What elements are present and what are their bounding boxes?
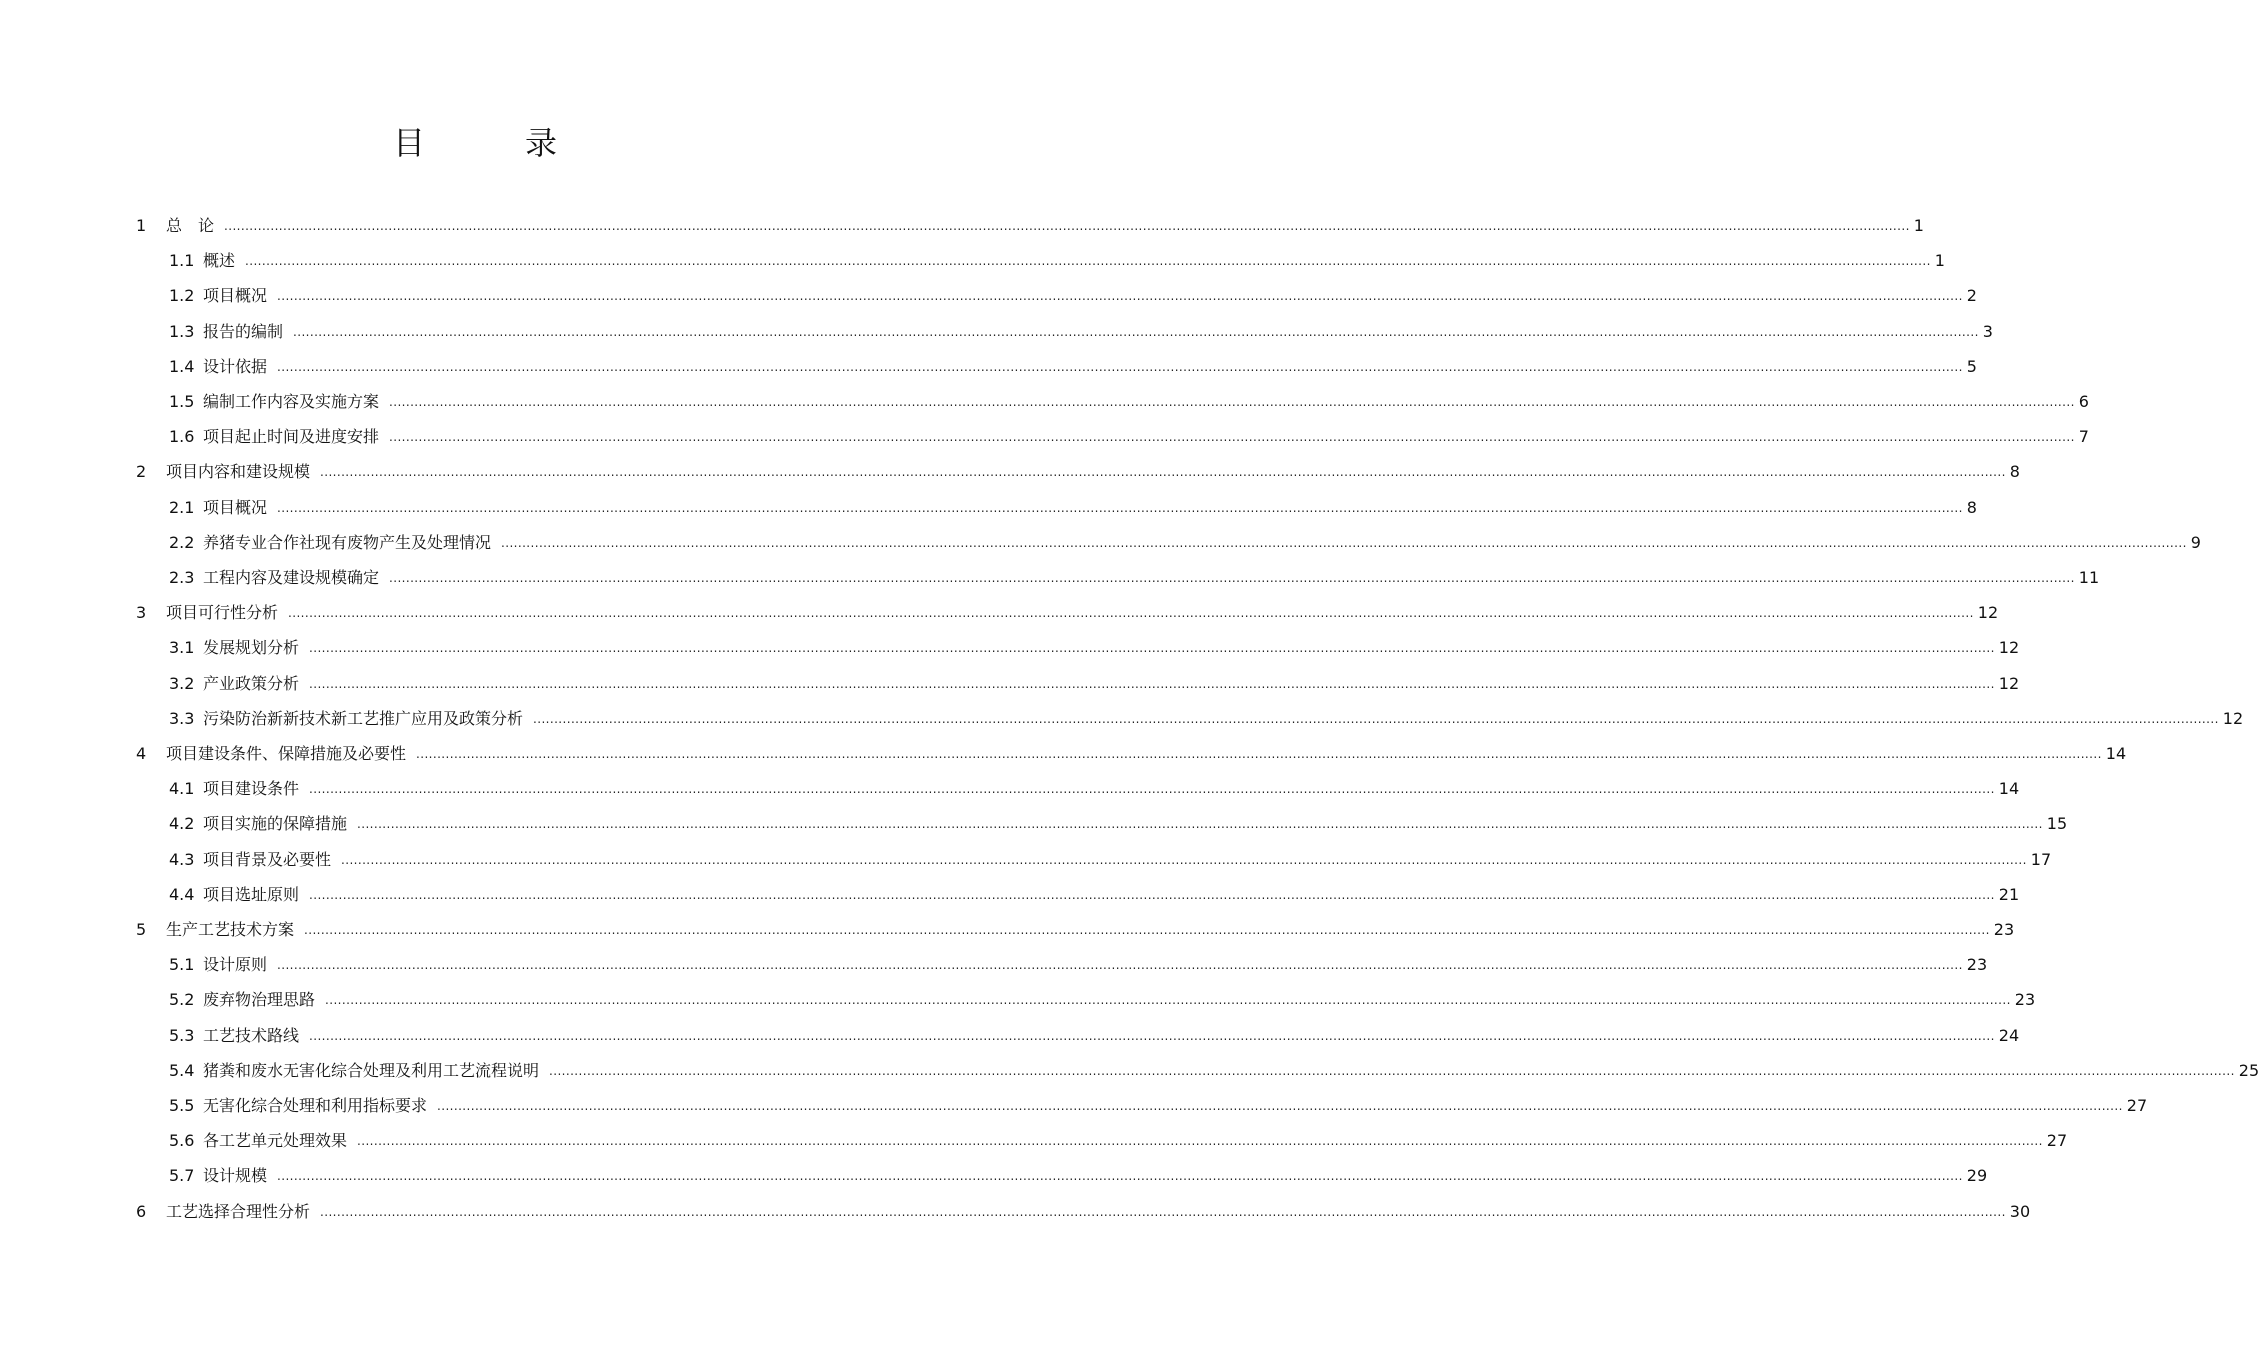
toc-entry-number: 5.3 [169, 1025, 195, 1045]
toc-entry-title: 项目选址原则 [203, 884, 300, 904]
toc-entry-title: 无害化综合处理和利用指标要求 [203, 1096, 428, 1115]
toc-entry-title: 各工艺单元处理效果 [203, 1131, 348, 1151]
toc-leader-dots: ................................................................................................................................................................................................................................................................................................................................................................................................................ [288, 606, 1974, 621]
toc-entry[interactable] [169, 670, 2020, 694]
toc-entry-number: 4.2 [169, 814, 195, 834]
toc-leader-dots: ................................................................................................................................................................................................................................................................................................................................................................................................................ [293, 324, 1979, 339]
toc-entry[interactable] [169, 388, 2089, 412]
toc-entry-page: 7 [2078, 427, 2089, 447]
toc-entry-title: 猪粪和废水无害化综合处理及利用工艺流程说明 [203, 1060, 540, 1080]
toc-entry[interactable] [169, 353, 1977, 377]
toc-entry-page: 1 [1934, 251, 1945, 271]
toc-entry-title: 养猪专业合作社现有废物产生及处理情况 [203, 532, 492, 552]
toc-entry-number: 4.1 [169, 779, 195, 799]
toc-entry-number: 2.1 [169, 497, 195, 517]
toc-entry-number: 5 [136, 920, 147, 939]
toc-entry-page: 8 [2009, 462, 2020, 482]
toc-entry-page: 29 [1966, 1166, 1988, 1186]
toc-entry-number: 3 [136, 603, 147, 623]
toc-entry-page: 27 [2046, 1131, 2068, 1151]
toc-entry-title: 设计规模 [203, 1166, 268, 1186]
toc-entry[interactable] [169, 282, 1977, 306]
toc-entry-page: 24 [1998, 1025, 2020, 1045]
toc-entry[interactable] [169, 1162, 1988, 1186]
toc-leader-dots: ................................................................................................................................................................................................................................................................................................................................................................................................................ [277, 359, 1963, 374]
toc-entry[interactable] [136, 1198, 2031, 1222]
toc-entry-page: 14 [2105, 744, 2127, 763]
toc-entry-page: 12 [1977, 603, 1999, 623]
toc-entry[interactable] [136, 599, 1999, 623]
toc-leader-dots: ................................................................................................................................................................................................................................................................................................................................................................................................................ [309, 676, 1995, 691]
toc-title: 目 录 [392, 124, 591, 162]
toc-leader-dots: ................................................................................................................................................................................................................................................................................................................................................................................................................ [309, 887, 1995, 902]
toc-entry-number: 1.3 [169, 321, 195, 341]
toc-leader-dots: ................................................................................................................................................................................................................................................................................................................................................................................................................ [277, 958, 1963, 973]
toc-entry-title: 概述 [203, 251, 236, 271]
toc-leader-dots: ................................................................................................................................................................................................................................................................................................................................................................................................................ [320, 465, 2006, 480]
toc-entry-page: 25 [2238, 1060, 2259, 1080]
toc-entry-number: 2.2 [169, 532, 195, 552]
toc-entry[interactable] [169, 1022, 2020, 1046]
toc-entry-page: 8 [1966, 497, 1977, 517]
toc-entry[interactable] [169, 951, 1988, 975]
toc-entry-page: 12 [1998, 638, 2020, 658]
toc-entry[interactable] [169, 564, 2100, 588]
toc-entry-number: 3.3 [169, 708, 195, 728]
toc-entry[interactable] [169, 986, 2036, 1010]
toc-leader-dots: ................................................................................................................................................................................................................................................................................................................................................................................................................ [501, 535, 2187, 550]
toc-entry-number: 4.3 [169, 849, 195, 869]
toc-entry[interactable] [169, 705, 2244, 729]
toc-entry-title: 项目起止时间及进度安排 [203, 427, 380, 447]
toc-entry[interactable] [169, 423, 2089, 447]
toc-entry-number: 5.6 [169, 1131, 195, 1151]
toc-entry-number: 2 [136, 462, 147, 482]
toc-entry-number: 1.4 [169, 356, 195, 376]
toc-entry-page: 27 [2126, 1096, 2148, 1115]
toc-leader-dots: ................................................................................................................................................................................................................................................................................................................................................................................................................ [389, 395, 2075, 409]
toc-entry-title: 工艺技术路线 [203, 1025, 300, 1045]
toc-leader-dots: ................................................................................................................................................................................................................................................................................................................................................................................................................ [277, 500, 1963, 515]
toc-entry-number: 5.5 [169, 1096, 195, 1115]
toc-entry-title: 产业政策分析 [203, 673, 300, 693]
toc-leader-dots: ................................................................................................................................................................................................................................................................................................................................................................................................................ [437, 1099, 2123, 1113]
toc-entry-title: 项目建设条件 [203, 779, 300, 799]
toc-leader-dots: ................................................................................................................................................................................................................................................................................................................................................................................................................ [224, 219, 1910, 233]
toc-entry-page: 30 [2009, 1201, 2031, 1221]
toc-leader-dots: ................................................................................................................................................................................................................................................................................................................................................................................................................ [357, 1134, 2043, 1149]
toc-entry-number: 5.7 [169, 1166, 195, 1186]
toc-entry-number: 1.1 [169, 251, 195, 271]
toc-entry[interactable] [169, 846, 2052, 870]
toc-entry[interactable] [169, 247, 1945, 271]
toc-entry-number: 1 [136, 216, 147, 235]
toc-entry-page: 15 [2046, 814, 2068, 834]
toc-leader-dots: ................................................................................................................................................................................................................................................................................................................................................................................................................ [416, 747, 2102, 761]
toc-entry-title: 报告的编制 [203, 321, 284, 341]
toc-entry[interactable] [169, 529, 2201, 553]
toc-entry[interactable] [136, 740, 2127, 764]
toc-entry[interactable] [136, 212, 1924, 236]
toc-entry-page: 23 [1966, 955, 1988, 975]
toc-entry-page: 6 [2078, 392, 2089, 411]
toc-entry-number: 1.2 [169, 286, 195, 306]
toc-leader-dots: ................................................................................................................................................................................................................................................................................................................................................................................................................ [325, 993, 2011, 1008]
toc-entry-title: 项目概况 [203, 497, 268, 517]
toc-entry-page: 3 [1982, 321, 1993, 341]
toc-entry-title: 工艺选择合理性分析 [166, 1201, 311, 1221]
toc-entry[interactable] [169, 1127, 2068, 1151]
toc-entry-title: 设计依据 [203, 356, 268, 376]
toc-leader-dots: ................................................................................................................................................................................................................................................................................................................................................................................................................ [357, 817, 2043, 832]
toc-entry[interactable] [169, 1092, 2148, 1116]
toc-entry-number: 5.1 [169, 955, 195, 975]
toc-entry-number: 5.4 [169, 1060, 195, 1080]
toc-entry-page: 14 [1998, 779, 2020, 799]
toc-entry-page: 23 [1993, 920, 2015, 939]
toc-entry-title: 废弃物治理思路 [203, 990, 316, 1010]
toc-leader-dots: ................................................................................................................................................................................................................................................................................................................................................................................................................ [341, 852, 2027, 867]
toc-leader-dots: ................................................................................................................................................................................................................................................................................................................................................................................................................ [533, 711, 2219, 726]
toc-entry-page: 5 [1966, 356, 1977, 376]
toc-entry-number: 4.4 [169, 884, 195, 904]
toc-entry-title: 项目实施的保障措施 [203, 814, 348, 834]
toc-leader-dots: ................................................................................................................................................................................................................................................................................................................................................................................................................ [389, 571, 2075, 585]
toc-entry-title: 项目可行性分析 [166, 603, 279, 623]
toc-entry-page: 12 [2222, 708, 2244, 728]
toc-entry-number: 5.2 [169, 990, 195, 1010]
toc-entry-title: 项目背景及必要性 [203, 849, 332, 869]
toc-entry-number: 3.1 [169, 638, 195, 658]
toc-entry[interactable] [136, 458, 2020, 482]
toc-entry-page: 11 [2078, 568, 2100, 587]
toc-entry[interactable] [169, 634, 2020, 658]
toc-leader-dots: ................................................................................................................................................................................................................................................................................................................................................................................................................ [309, 782, 1995, 797]
toc-leader-dots: ................................................................................................................................................................................................................................................................................................................................................................................................................ [304, 923, 1990, 937]
toc-entry-title: 工程内容及建设规模确定 [203, 568, 380, 587]
toc-leader-dots: ................................................................................................................................................................................................................................................................................................................................................................................................................ [320, 1204, 2006, 1219]
toc-entry-number: 4 [136, 744, 147, 763]
toc-leader-dots: ................................................................................................................................................................................................................................................................................................................................................................................................................ [309, 641, 1995, 656]
toc-entry-number: 2.3 [169, 568, 195, 587]
toc-entry-title: 项目内容和建设规模 [166, 462, 311, 482]
toc-entry-title: 项目概况 [203, 286, 268, 306]
toc-entry-page: 9 [2190, 532, 2201, 552]
toc-entry[interactable] [169, 494, 1977, 518]
toc-leader-dots: ................................................................................................................................................................................................................................................................................................................................................................................................................ [309, 1028, 1995, 1043]
toc-entry[interactable] [169, 1057, 2259, 1081]
toc-entry[interactable] [136, 916, 2015, 940]
toc-entry-title: 项目建设条件、保障措施及必要性 [166, 744, 407, 763]
toc-leader-dots: ................................................................................................................................................................................................................................................................................................................................................................................................................ [549, 1063, 2235, 1078]
toc-entry-number: 1.5 [169, 392, 195, 411]
toc-entry-title: 污染防治新新技术新工艺推广应用及政策分析 [203, 708, 524, 728]
toc-leader-dots: ................................................................................................................................................................................................................................................................................................................................................................................................................ [277, 289, 1963, 304]
toc-leader-dots: ................................................................................................................................................................................................................................................................................................................................................................................................................ [277, 1169, 1963, 1184]
toc-entry[interactable] [169, 318, 1993, 342]
toc-leader-dots: ................................................................................................................................................................................................................................................................................................................................................................................................................ [389, 430, 2075, 445]
toc-entry-title: 编制工作内容及实施方案 [203, 392, 380, 411]
toc-entry[interactable] [169, 775, 2020, 799]
toc-entry-page: 1 [1913, 216, 1924, 235]
toc-entry-title: 生产工艺技术方案 [166, 920, 295, 939]
toc-entry-title: 总 论 [166, 216, 215, 235]
toc-entry-page: 12 [1998, 673, 2020, 693]
toc-leader-dots: ................................................................................................................................................................................................................................................................................................................................................................................................................ [245, 254, 1931, 269]
toc-entry-page: 21 [1998, 884, 2020, 904]
toc-entry-page: 17 [2030, 849, 2052, 869]
toc-entry-page: 2 [1966, 286, 1977, 306]
toc-entry-title: 发展规划分析 [203, 638, 300, 658]
toc-entry[interactable] [169, 881, 2020, 905]
toc-entry-title: 设计原则 [203, 955, 268, 975]
toc-entry[interactable] [169, 810, 2068, 834]
toc-entry-number: 1.6 [169, 427, 195, 447]
toc-entry-number: 3.2 [169, 673, 195, 693]
toc-entry-page: 23 [2014, 990, 2036, 1010]
toc-entry-number: 6 [136, 1201, 147, 1221]
